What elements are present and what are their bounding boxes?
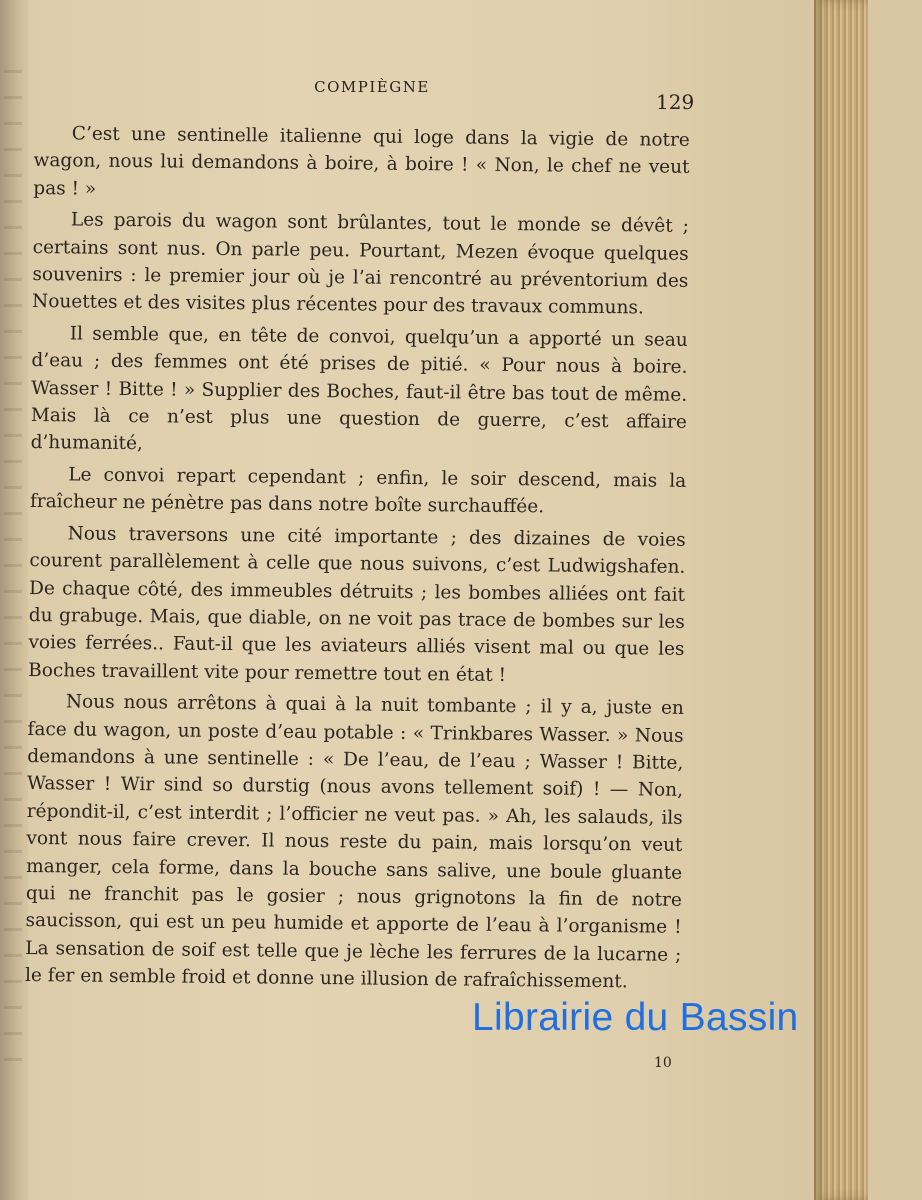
paragraph: Le convoi repart cependant ; enfin, le soir descend, mais la fraîcheur ne pénètre pas dans notre boîte surchauffée. (29, 464, 687, 518)
paragraph: Nous traversons une cité importante ; des dizaines de voies courent parallèlement à celle que nous suivons, c’est Ludwigshafen. De chaque côté, des immeubles détruits ; les bombes alliées ont fait du grabuge. Mais, que diable, on ne voit pas trace de bombes sur les voies ferrées.. Faut-il que les aviateurs alliés visent mal ou que les Boches travaillent vite pour remettre tout en état ! (28, 523, 686, 686)
paragraph: Il semble que, en tête de convoi, quelqu’un a apporté un seau d’eau ; des femmes ont été prises de pitié. « Pour nous à boire. Wasser ! Bitte ! » Supplier des Boches, faut-il être bas tout de même. Mais là ce n’est plus une question de guerre, c’est affaire d’humanité, (30, 323, 688, 455)
book-gutter (0, 0, 28, 1200)
watermark-text: Librairie du Bassin (472, 996, 799, 1039)
page-number: 129 (656, 90, 695, 114)
signature-mark: 10 (654, 1055, 672, 1071)
facing-page-text-bleed (4, 70, 22, 1070)
paragraph: C’est une sentinelle italienne qui loge dans la vigie de notre wagon, nous lui demandons à boire, à boire ! « Non, le chef ne veut pas ! » (33, 123, 690, 200)
page-edges (814, 0, 868, 1200)
body-text (25, 120, 690, 996)
running-head: COMPIÈGNE (314, 78, 430, 96)
paragraph: Nous nous arrêtons à quai à la nuit tombante ; il y a, juste en face du wagon, un poste d’eau potable : « Trinkbares Wasser. » Nous demandons à une sentinelle : « De l’eau, de l’eau ; Wasser ! Bitte, Wasser ! Wir sind so durstig (nous avons tellement soif) ! — Non, répondit-il, c’est interdit ; l’officier ne veut pas. » Ah, les salauds, ils vont nous faire crever. Il nous reste du pain, mais lorsqu’on veut manger, cela forme, dans la bouche sans salive, une boule gluante qui ne franchit pas le gosier ; nous grignotons la fin de notre saucisson, qui est un peu humide et apporte de l’eau à l’organisme ! La sensation de soif est telle que je lèche les ferrures de la lucarne ; le fer en semble froid et donne une illusion de rafraîchissement. (24, 691, 684, 993)
paragraph: Les parois du wagon sont brûlantes, tout le monde se dévêt ; certains sont nus. On parle peu. Pourtant, Mezen évoque quelques souvenirs : le premier jour où je l’ai rencontré au préventorium des Nouettes et des visites plus récentes pour des travaux communs. (31, 209, 690, 319)
